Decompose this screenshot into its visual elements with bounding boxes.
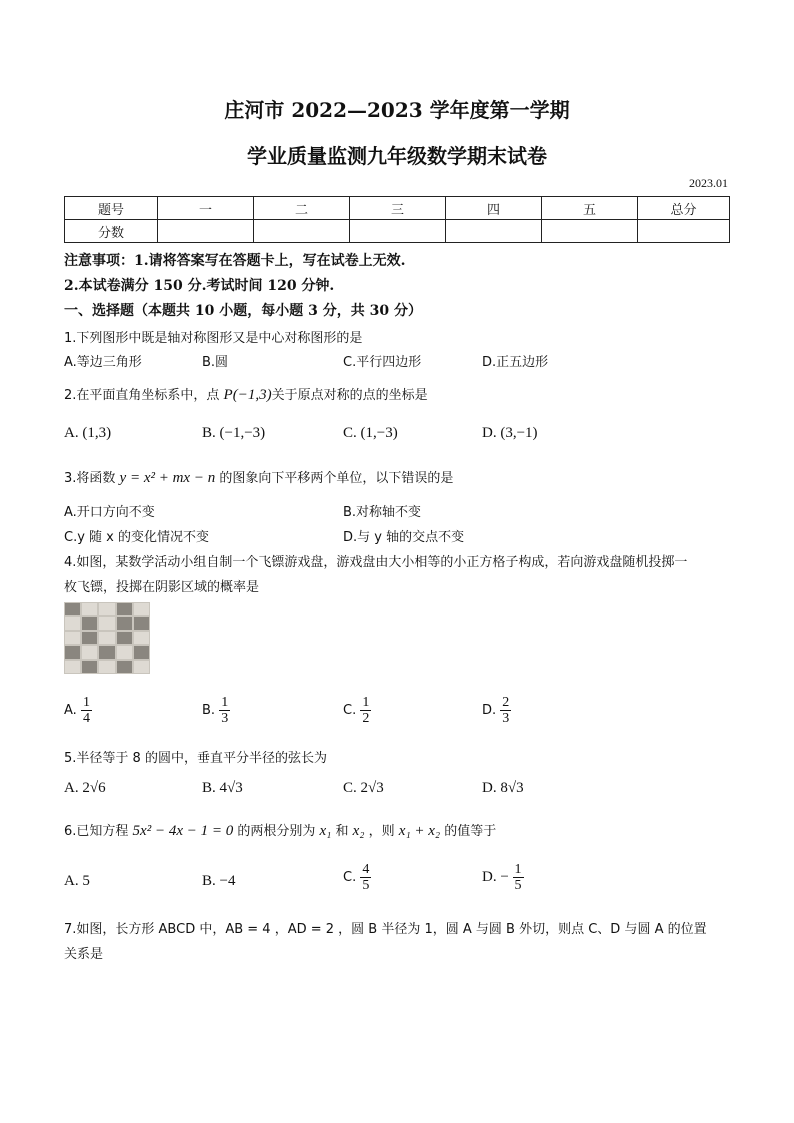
plain-cell [117,646,132,658]
q6-option-c-fraction [360,862,371,893]
plain-cell [99,603,114,615]
score-blank-cell [446,220,542,243]
score-blank-cell [542,220,638,243]
q3-stem-prefix: 3.将函数 [64,471,120,486]
q4-option-c-fraction [360,695,371,726]
plain-cell [99,632,114,644]
notice-line-2: 2.本试卷满分 150 分.考试时间 120 分钟. [64,278,335,294]
exam-title-line1: 庄河市 2022—2023 学年度第一学期 [224,98,570,122]
plain-cell [99,617,114,629]
exam-title-line2: 学业质量监测九年级数学期末试卷 [247,144,547,168]
q6-stem-suffix: 的值等于 [440,824,497,839]
question-4-stem-line1: 4.如图，某数学活动小组自制一个飞镖游戏盘，游戏盘由大小相等的小正方格子构成，若向游戏盘随机投掷一 [64,555,688,570]
score-blank-cell [158,220,254,243]
q6-stem-prefix: 6.已知方程 [64,824,133,839]
shaded-cell [117,661,132,673]
q6-stem-then: ，则 [364,824,399,839]
q2-option-a: A. (1,3) [64,425,112,441]
q6-option-c-label: C. [343,870,357,885]
score-cell: 一 [158,197,254,220]
question-5-stem: 5.半径等于 8 的圆中，垂直平分半径的弦长为 [64,751,327,766]
q4-option-b [202,695,230,726]
q4-option-d [482,695,511,726]
q3-stem-suffix: 的图象向下平移两个单位，以下错误的是 [215,471,454,486]
fraction-numerator: 1 [514,862,522,877]
q2-option-d: D. (3,−1) [482,425,538,441]
fraction-numerator: 1 [221,695,229,710]
q6-stem-mid: 的两根分别为 [233,824,320,839]
q4-option-d-label: D. [482,703,497,718]
plain-cell [99,661,114,673]
score-blank-cell [350,220,446,243]
q2-option-b: B. (−1,−3) [202,425,266,441]
q3-option-d: D.与 y 轴的交点不变 [343,530,465,545]
q5-option-a: A. 2√6 [64,780,106,796]
plain-cell [65,661,80,673]
q6-option-d-fraction [513,862,524,893]
score-table [64,196,730,243]
score-table-score-row [65,220,730,243]
q6-option-b: B. −4 [202,873,236,889]
q6-equation: 5x² − 4x − 1 = 0 [132,823,234,839]
q4-option-c-label: C. [343,703,357,718]
fraction-numerator: 1 [362,695,370,710]
q6-option-a: A. 5 [64,873,90,889]
q3-option-c: C.y 随 x 的变化情况不变 [64,530,209,545]
score-cell: 题号 [65,197,158,220]
section-heading: 一、选择题（本题共 10 小题，每小题 3 分，共 30 分） [64,303,422,319]
q2-stem-prefix: 2.在平面直角坐标系中，点 [64,388,224,403]
score-blank-cell [254,220,350,243]
plain-cell [134,632,149,644]
question-7-stem-line1: 7.如图，长方形 ABCD 中，AB = 4 ，AD = 2 ，圆 B 半径为 1，圆 A 与圆 B 外切，则点 C、D 与圆 A 的位置 [64,922,707,937]
fraction-numerator: 1 [82,695,90,710]
q1-option-c: C.平行四边形 [343,355,422,370]
question-1-stem: 1.下列图形中既是轴对称图形又是中心对称图形的是 [64,331,363,346]
q2-option-c: C. (1,−3) [343,425,398,441]
q4-option-a-fraction [81,695,92,726]
plain-cell [134,603,149,615]
q6-root-2: x₂ [352,823,365,839]
exam-date: 2023.01 [689,176,728,190]
fraction-denominator: 5 [362,878,370,893]
score-cell: 总分 [638,197,730,220]
q5-option-c: C. 2√3 [343,780,384,796]
q1-option-b: B.圆 [202,355,229,370]
q4-option-c [343,695,371,726]
score-cell: 五 [542,197,638,220]
score-row-label: 分数 [65,220,158,243]
shaded-cell [117,603,132,615]
q4-option-b-label: B. [202,703,216,718]
score-cell: 三 [350,197,446,220]
q6-option-d-label: D. − [482,868,509,885]
score-table-header-row [65,197,730,220]
score-cell: 四 [446,197,542,220]
dartboard-grid-figure [64,602,150,674]
q1-option-d: D.正五边形 [482,355,549,370]
fraction-numerator: 4 [362,862,370,877]
q5-option-d: D. 8√3 [482,780,524,796]
q6-option-d [482,862,524,893]
question-7-stem-line2: 关系是 [64,947,104,962]
score-cell: 二 [254,197,350,220]
question-2-stem [64,384,428,404]
q6-sum-expression: x₁ + x₂ [398,823,441,839]
q6-root-1: x₁ [319,823,332,839]
q3-function: y = x² + mx − n [119,470,216,486]
q5-option-b: B. 4√3 [202,780,243,796]
q2-stem-suffix: 关于原点对称的点的坐标是 [271,388,428,403]
fraction-denominator: 3 [221,711,229,726]
shaded-cell [117,632,132,644]
q4-option-b-fraction [219,695,230,726]
shaded-cell [82,632,97,644]
q1-option-a: A.等边三角形 [64,355,142,370]
q2-point: P(−1,3) [223,387,272,403]
q4-option-d-fraction [500,695,511,726]
shaded-cell [82,617,97,629]
score-blank-cell [638,220,730,243]
fraction-denominator: 4 [82,711,90,726]
fraction-denominator: 3 [502,711,510,726]
plain-cell [65,617,80,629]
shaded-cell [134,617,149,629]
fraction-denominator: 2 [362,711,370,726]
fraction-numerator: 2 [502,695,510,710]
q3-option-a: A.开口方向不变 [64,505,155,520]
question-6-stem [64,820,496,840]
plain-cell [134,661,149,673]
notice-line-1: 注意事项：1.请将答案写在答题卡上，写在试卷上无效. [64,253,406,269]
fraction-denominator: 5 [514,878,522,893]
shaded-cell [117,617,132,629]
plain-cell [82,646,97,658]
q4-option-a [64,695,92,726]
shaded-cell [65,646,80,658]
shaded-cell [82,661,97,673]
q4-option-a-label: A. [64,703,77,718]
shaded-cell [65,603,80,615]
q6-option-c [343,862,371,893]
plain-cell [82,603,97,615]
q3-option-b: B.对称轴不变 [343,505,422,520]
question-3-stem [64,467,453,487]
shaded-cell [134,646,149,658]
q6-stem-and: 和 [331,824,353,839]
question-4-stem-line2: 枚飞镖，投掷在阴影区域的概率是 [64,580,260,595]
plain-cell [65,632,80,644]
shaded-cell [99,646,114,658]
